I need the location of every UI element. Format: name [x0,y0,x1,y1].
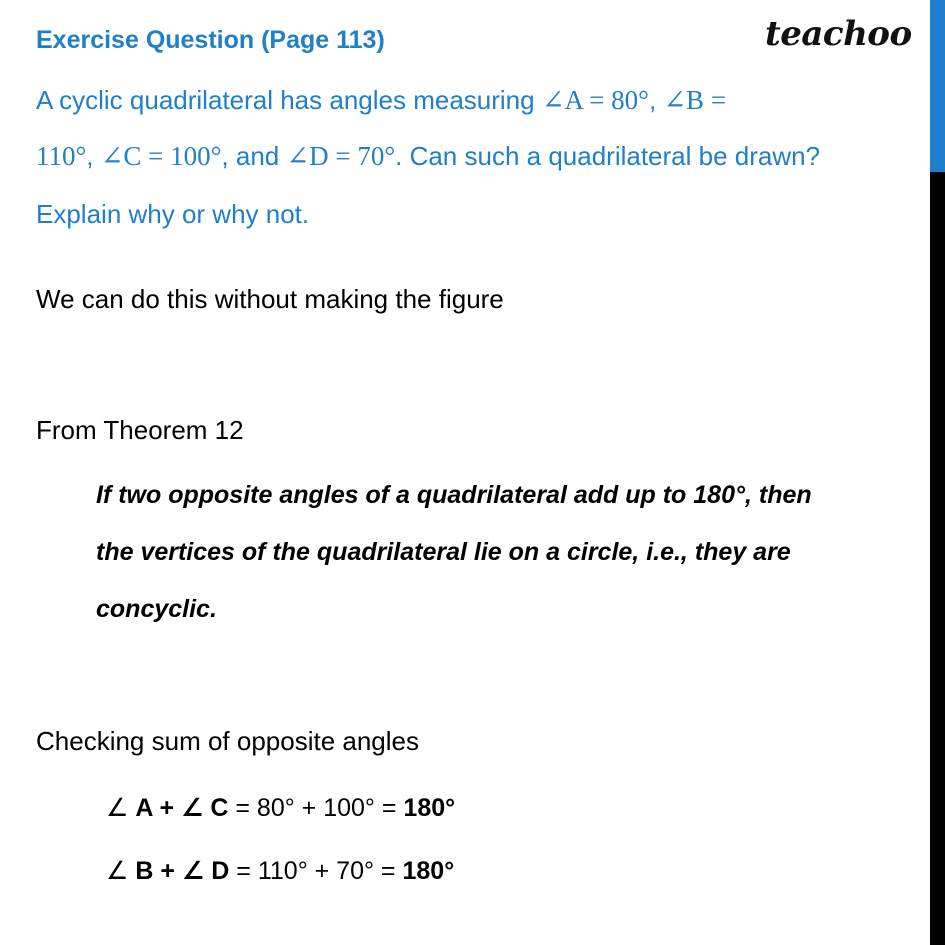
question-sep-3: , and [221,141,287,171]
equation-b-d [106,856,454,886]
equation-expression: = 80° + 100° = [228,794,404,822]
angle-symbol: ∠ [106,857,136,885]
angle-label-d: D [211,857,230,885]
equation-a-c [106,793,455,823]
angle-label-a: A [135,794,153,822]
plus-angle-symbol: + ∠ [152,794,211,822]
edge-bar-accent [930,0,945,172]
theorem-line-2: the vertices of the quadrilateral lie on a circle, i.e., they are [96,538,791,566]
teachoo-logo: teachoo [765,14,912,54]
question-line-1 [36,85,726,116]
theorem-line-1: If two opposite angles of a quadrilateral add up to 180°, then [96,481,812,509]
question-sep-1: , [648,85,664,115]
angle-b-math: ∠B = [663,85,727,115]
angle-b-value-math: 110° [36,141,87,171]
question-tail: . Can such a quadrilateral be drawn? [395,141,821,171]
question-line-3: Explain why or why not. [36,199,310,229]
equation-expression: = 110° + 70° = [229,857,403,885]
equation-result: 180° [402,857,455,885]
exercise-heading: Exercise Question (Page 113) [36,26,385,54]
angle-label-b: B [135,857,154,885]
question-line-2 [36,141,820,172]
theorem-line-3: concyclic. [96,595,217,623]
angle-a-math: ∠A = 80° [541,85,649,115]
angle-symbol: ∠ [106,794,136,822]
angle-c-math: ∠C = 100° [100,141,222,171]
angle-label-c: C [210,794,229,822]
equation-result: 180° [403,794,456,822]
solution-intro: We can do this without making the figure [36,284,504,314]
theorem-reference: From Theorem 12 [36,415,244,445]
check-heading: Checking sum of opposite angles [36,726,420,756]
question-text-1: A cyclic quadrilateral has angles measuring [36,85,542,115]
plus-angle-symbol: + ∠ [153,857,212,885]
question-sep-2: , [86,141,101,171]
right-edge-bar [930,0,945,945]
angle-d-math: ∠D = 70° [286,141,396,171]
